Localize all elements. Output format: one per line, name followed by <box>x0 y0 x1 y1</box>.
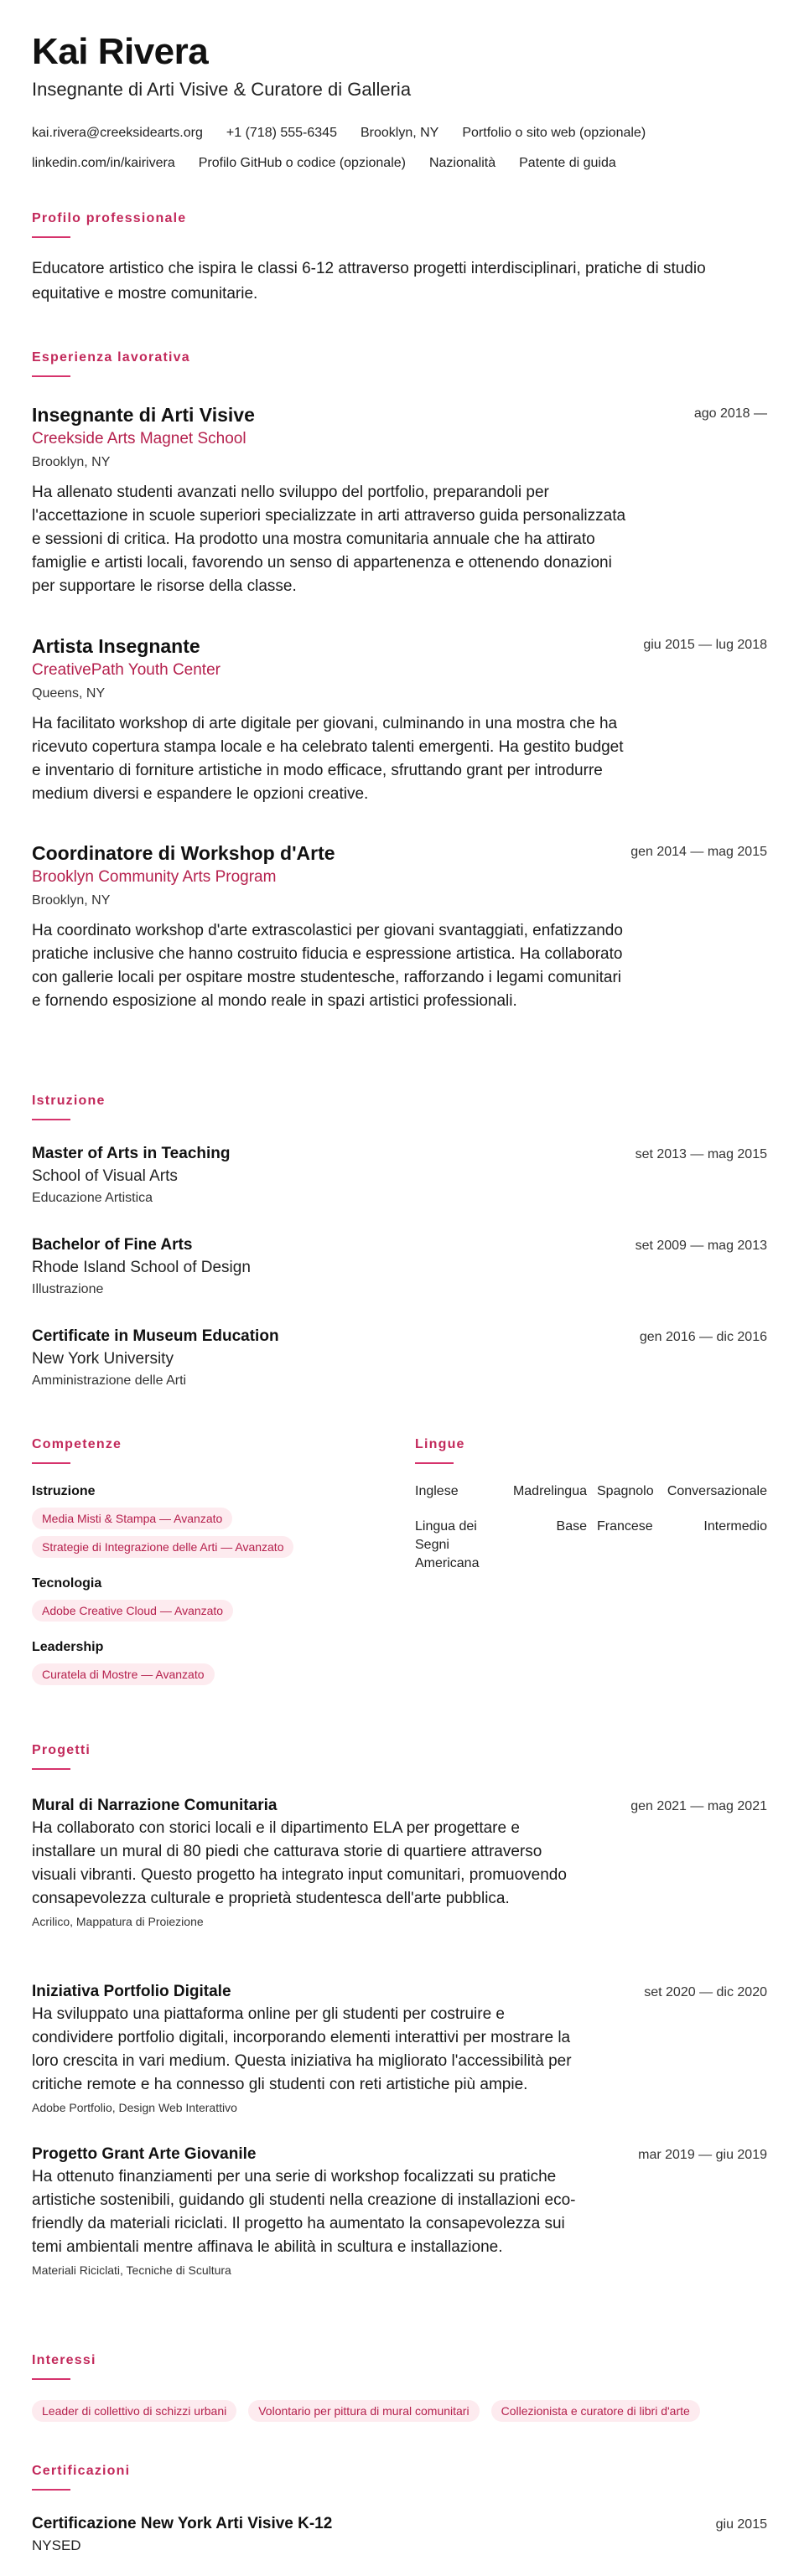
job-description: Ha facilitato workshop di arte digitale per giovani, culminando in una mostra che ha ricevuto copertura stampa locale e ha celebrato talenti emergenti. Ha gestito budget e inventario di forniture artistiche in modo efficace, sfruttando grant per introdurre medium diversi e espandere le opzioni creative. <box>32 715 624 803</box>
job-title: Insegnante di Arti Visive <box>32 404 255 426</box>
interest-chip: Collezionista e curatore di libri d'arte <box>491 2400 700 2422</box>
section-title-education: Istruzione <box>32 1094 106 1108</box>
education-school: School of Visual Arts <box>32 1167 178 1185</box>
project-description: Ha sviluppato una piattaforma online per gli studenti per costruire e condividere portfolio digitali, incorporando elementi interattivi per mostrare la loro crescita in vari medium. Questa iniziativa ha migliorato l'accessibilità per critiche remote e ha connesso gli studenti con reti artistiche più ampie. <box>32 2005 572 2093</box>
skills-languages-row <box>32 1435 767 1685</box>
job-dates: ago 2018 — <box>693 406 767 421</box>
section-divider <box>32 1119 70 1120</box>
skill-group <box>32 1575 415 1622</box>
education-degree: Certificate in Museum Education <box>32 1327 279 1345</box>
section-title-languages: Lingue <box>415 1437 465 1451</box>
education-dates: set 2009 — mag 2013 <box>635 1239 767 1253</box>
education-item <box>32 1143 767 1208</box>
contact-phone[interactable]: +1 (718) 555-6345 <box>226 126 337 140</box>
language-name: Lingua dei Segni Americana <box>415 1519 480 1570</box>
job-title: Artista Insegnante <box>32 635 200 657</box>
section-title-skills: Competenze <box>32 1437 122 1451</box>
language-name: Francese <box>597 1519 653 1534</box>
contact-website[interactable]: Portfolio o sito web (opzionale) <box>462 126 646 140</box>
projects-section <box>32 1741 91 1770</box>
certification-date: giu 2015 <box>715 2517 767 2532</box>
skill-chip: Media Misti & Stampa — Avanzato <box>32 1508 232 1529</box>
experience-item <box>32 634 767 806</box>
certification-item <box>32 2513 767 2557</box>
project-item <box>32 1981 767 2117</box>
education-field: Illustrazione <box>32 1282 104 1296</box>
job-location: Brooklyn, NY <box>32 455 111 469</box>
project-item <box>32 1795 767 1931</box>
contact-nationality: Nazionalità <box>428 156 496 170</box>
contact-linkedin[interactable]: linkedin.com/in/kairivera <box>32 156 175 170</box>
skill-chip-list <box>32 1593 415 1622</box>
skill-group-name: Tecnologia <box>32 1576 102 1591</box>
education-school: New York University <box>32 1350 174 1368</box>
project-technologies: Acrilico, Mappatura di Proiezione <box>32 1915 204 1928</box>
education-field: Amministrazione delle Arti <box>32 1373 187 1388</box>
job-dates: gen 2014 — mag 2015 <box>630 845 767 859</box>
profile-summary: Educatore artistico che ispira le classi 6-12 attraverso progetti interdisciplinari, pratiche di studio equitative e mostre comunitarie. <box>32 260 706 303</box>
project-description: Ha ottenuto finanziamenti per una serie di workshop focalizzati su pratiche artistiche sostenibili, guidando gli studenti nella creazione di installazioni eco-friendly da materiali riciclati. Il progetto ha aumentato la consapevolezza sui temi ambientali mentre affinava le abilità in scultura e installazione. <box>32 2168 576 2256</box>
section-divider <box>32 236 70 238</box>
education-school: Rhode Island School of Design <box>32 1259 251 1276</box>
language-name: Spagnolo <box>597 1484 654 1498</box>
section-title-interests: Interessi <box>32 2353 96 2367</box>
section-divider <box>32 2378 70 2380</box>
profile-section <box>32 209 778 307</box>
section-divider <box>32 1462 70 1464</box>
interests-section <box>32 2351 700 2422</box>
skill-group-name: Leadership <box>32 1640 104 1654</box>
skills-section <box>32 1435 415 1685</box>
education-dates: gen 2016 — dic 2016 <box>639 1330 767 1344</box>
section-title-projects: Progetti <box>32 1743 91 1757</box>
certifications-section <box>32 2462 130 2491</box>
contact-info <box>32 124 753 173</box>
job-description: Ha coordinato workshop d'arte extrascolastici per giovani svantaggiati, enfatizzando pratiche inclusive che hanno costruito fiducia e espressione artistica. Ha collaborato con gallerie locali per ospitare mostre studentesche, rafforzando i legami comunitari e fornendo esposizione al mondo reale in spazi artistici professionali. <box>32 922 623 1010</box>
education-item <box>32 1234 767 1300</box>
project-title: Iniziativa Portfolio Digitale <box>32 1983 231 2000</box>
candidate-name: Kai Rivera <box>32 31 209 72</box>
section-divider <box>32 375 70 377</box>
project-dates: mar 2019 — giu 2019 <box>638 2148 767 2162</box>
education-degree: Bachelor of Fine Arts <box>32 1236 193 1254</box>
section-title-experience: Esperienza lavorativa <box>32 350 190 365</box>
job-company: Brooklyn Community Arts Program <box>32 868 277 886</box>
experience-section <box>32 349 190 377</box>
languages-list <box>415 1482 767 1573</box>
experience-item <box>32 402 767 598</box>
language-name: Inglese <box>415 1484 459 1498</box>
experience-item <box>32 841 767 1013</box>
project-technologies: Adobe Portfolio, Design Web Interattivo <box>32 2101 237 2114</box>
section-divider <box>415 1462 454 1464</box>
section-title-certifications: Certificazioni <box>32 2464 131 2478</box>
contact-github[interactable]: Profilo GitHub o codice (opzionale) <box>198 156 406 170</box>
skill-chip: Curatela di Mostre — Avanzato <box>32 1663 215 1685</box>
job-company: CreativePath Youth Center <box>32 661 221 679</box>
language-level: Base <box>556 1519 587 1534</box>
project-title: Mural di Narrazione Comunitaria <box>32 1797 278 1814</box>
skill-chip: Adobe Creative Cloud — Avanzato <box>32 1600 233 1622</box>
education-item <box>32 1326 767 1391</box>
language-level: Intermedio <box>703 1519 767 1534</box>
skill-chip: Strategie di Integrazione delle Arti — Avanzato <box>32 1536 293 1558</box>
education-degree: Master of Arts in Teaching <box>32 1145 231 1162</box>
job-company: Creekside Arts Magnet School <box>32 430 246 447</box>
education-dates: set 2013 — mag 2015 <box>635 1147 767 1161</box>
interest-chip: Volontario per pittura di mural comunitari <box>248 2400 479 2422</box>
project-description: Ha collaborato con storici locali e il dipartimento ELA per progettare e installare un mural di 80 piedi che catturava storie di quartiere attraverso visuali vibranti. Questo progetto ha integrato input comunitari, promuovendo consapevolezza culturale e proprietà studentesca dell'arte pubblica. <box>32 1819 567 1907</box>
certification-name: Certificazione New York Arti Visive K-12 <box>32 2515 333 2532</box>
interest-chip: Leader di collettivo di schizzi urbani <box>32 2400 236 2422</box>
section-title-profile: Profilo professionale <box>32 211 187 225</box>
education-section <box>32 1092 106 1120</box>
project-dates: gen 2021 — mag 2021 <box>630 1799 767 1813</box>
job-title: Coordinatore di Workshop d'Arte <box>32 842 335 864</box>
job-dates: giu 2015 — lug 2018 <box>643 638 767 652</box>
skill-group-name: Istruzione <box>32 1484 96 1498</box>
language-level: Madrelingua <box>512 1484 587 1498</box>
job-description: Ha allenato studenti avanzati nello sviluppo del portfolio, preparandoli per l'accettazione in scuole superiori specializzate in arti attraverso guida personalizzata e sessioni di critica. Ha prodotto una mostra comunitaria annuale che ha attirato famiglie e artisti locali, favorendo un senso di appartenenza e ottenendo donazioni per supportare le risorse della classe. <box>32 484 626 595</box>
project-title: Progetto Grant Arte Giovanile <box>32 2145 257 2163</box>
job-location: Brooklyn, NY <box>32 893 111 908</box>
project-item <box>32 2144 767 2279</box>
contact-location: Brooklyn, NY <box>360 126 439 140</box>
candidate-headline: Insegnante di Arti Visive & Curatore di Galleria <box>32 79 412 100</box>
section-divider <box>32 1768 70 1770</box>
contact-email[interactable]: kai.rivera@creeksidearts.org <box>32 126 203 140</box>
education-field: Educazione Artistica <box>32 1191 153 1205</box>
interests-list <box>32 2400 700 2422</box>
skill-group <box>32 1482 415 1558</box>
languages-section <box>415 1435 767 1685</box>
project-technologies: Materiali Riciclati, Tecniche di Scultura <box>32 2263 231 2277</box>
language-level: Conversazionale <box>667 1484 767 1498</box>
certification-issuer: NYSED <box>32 2537 81 2553</box>
section-divider <box>32 2489 70 2491</box>
skill-chip-list <box>32 1657 415 1685</box>
skill-group <box>32 1638 415 1685</box>
project-dates: set 2020 — dic 2020 <box>644 1985 767 1999</box>
contact-license: Patente di guida <box>519 156 616 170</box>
skill-chip-list <box>32 1501 415 1558</box>
job-location: Queens, NY <box>32 686 106 701</box>
